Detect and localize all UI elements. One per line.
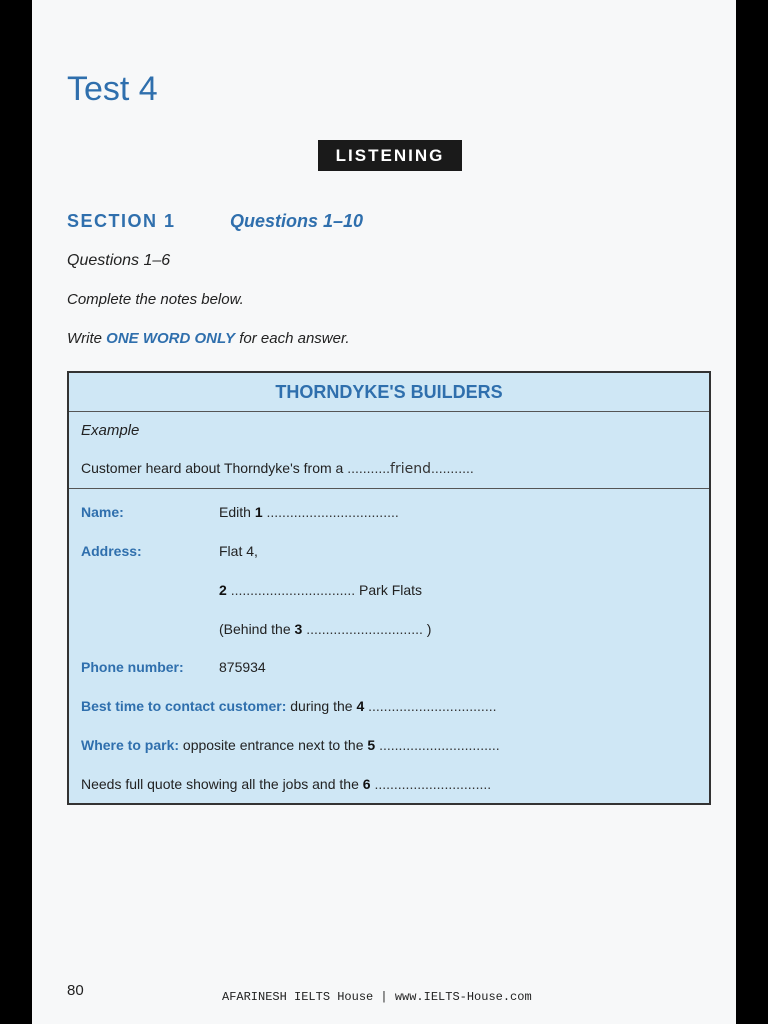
footer: AFARINESH IELTS House | www.IELTS-House.com bbox=[222, 990, 532, 1004]
listening-banner: LISTENING bbox=[318, 140, 462, 171]
phone-value: 875934 bbox=[219, 659, 266, 675]
instruction: Complete the notes below. bbox=[67, 291, 244, 308]
quote-line: Needs full quote showing all the jobs and the 6 .............................. bbox=[81, 776, 492, 792]
test-title: Test 4 bbox=[67, 70, 158, 108]
address-line2: 2 ................................ Park Flats bbox=[219, 582, 423, 598]
example-answer: friend bbox=[390, 461, 431, 477]
name-value: Edith 1 .................................. bbox=[219, 504, 399, 520]
behind-line: (Behind the 3 .............................. ) bbox=[219, 621, 432, 637]
example-line: Customer heard about Thorndyke's from a ...........friend........... bbox=[81, 460, 474, 477]
address-label: Address: bbox=[81, 543, 142, 559]
address-line1: Flat 4, bbox=[219, 543, 258, 559]
section-questions: Questions 1–10 bbox=[230, 211, 364, 231]
page-number: 80 bbox=[67, 982, 84, 999]
park-line: Where to park: opposite entrance next to the 5 ............................... bbox=[81, 737, 500, 753]
section-label: SECTION 1 bbox=[67, 211, 176, 231]
example-section bbox=[69, 412, 709, 489]
notes-box bbox=[67, 371, 711, 805]
document-page bbox=[32, 0, 736, 1024]
name-label: Name: bbox=[81, 504, 124, 520]
best-time-line: Best time to contact customer: during the 4 ................................. bbox=[81, 698, 497, 714]
example-label: Example bbox=[81, 422, 140, 439]
phone-label: Phone number: bbox=[81, 659, 184, 675]
subheading: Questions 1–6 bbox=[67, 252, 171, 269]
write-instruction: Write ONE WORD ONLY for each answer. bbox=[67, 330, 350, 347]
box-title: THORNDYKE'S BUILDERS bbox=[69, 373, 709, 412]
